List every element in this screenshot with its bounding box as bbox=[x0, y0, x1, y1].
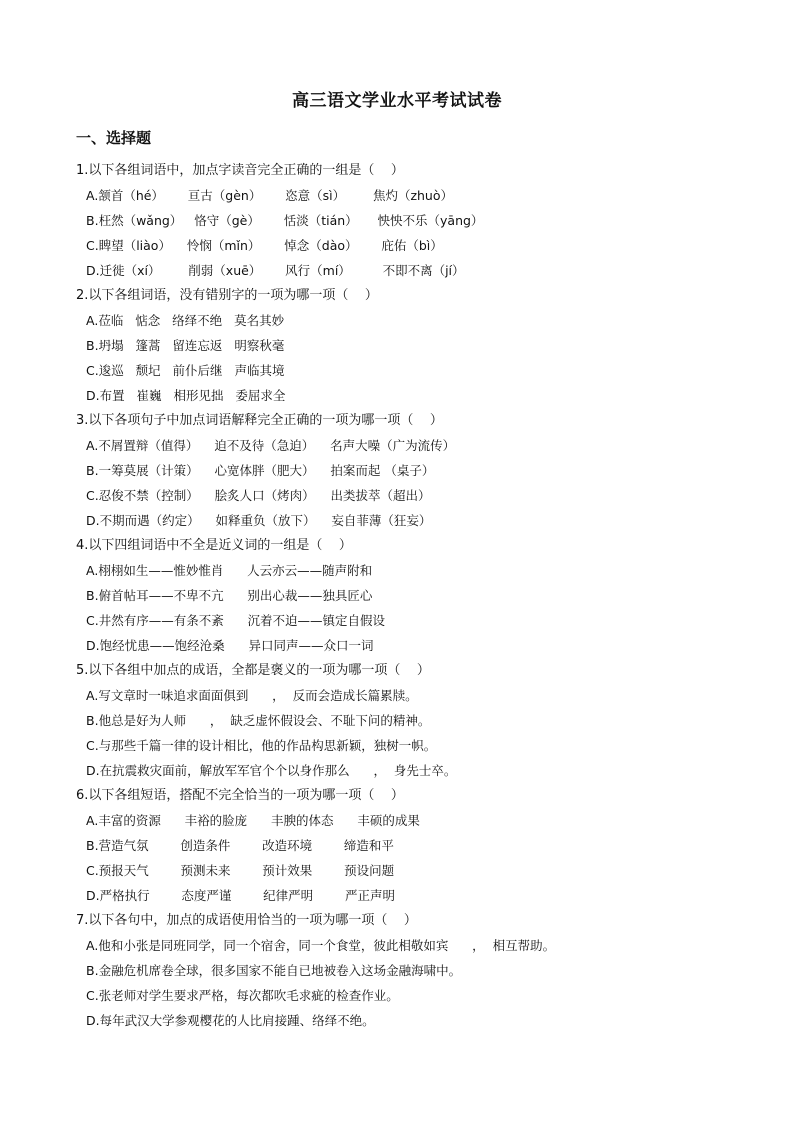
option-d bbox=[76, 508, 736, 533]
option-text: 井然有序——有条不紊 沉着不迫——镇定自假设 bbox=[98, 613, 386, 628]
question-stem: 2.以下各组词语，没有错别字的一项为哪一项（ ） bbox=[76, 288, 378, 303]
option-d bbox=[76, 758, 736, 783]
option-text: 忍俊不禁（控制） 脍炙人口（烤肉） 出类拔萃（超出） bbox=[98, 488, 431, 503]
option-letter: B. bbox=[86, 963, 99, 978]
option-text: 颔首（hé） 亘古（gèn） 恣意（sì） 焦灼（zhuò） bbox=[98, 188, 454, 203]
option-c bbox=[76, 983, 736, 1008]
question-4 bbox=[76, 533, 736, 658]
option-letter: B. bbox=[86, 838, 99, 853]
option-text: 逡巡 颓圮 前仆后继 声临其境 bbox=[98, 363, 285, 378]
option-letter: A. bbox=[86, 688, 99, 703]
option-a bbox=[76, 308, 736, 333]
option-text: 严格执行 态度严谨 纪律严明 严正声明 bbox=[99, 888, 395, 903]
question-5 bbox=[76, 658, 736, 783]
option-letter: A. bbox=[86, 813, 99, 828]
option-text: 与那些千篇一律的设计相比，他的作品构思新颖，独树一帜。 bbox=[98, 738, 437, 753]
option-letter: D. bbox=[86, 513, 100, 528]
option-b bbox=[76, 833, 736, 858]
option-text: 一筹莫展（计策） 心宽体胖（肥大） 拍案而起 （桌子） bbox=[98, 463, 435, 478]
question-list bbox=[76, 158, 736, 1033]
option-letter: B. bbox=[86, 713, 99, 728]
question-stem: 6.以下各组短语，搭配不完全恰当的一项为哪一项（ ） bbox=[76, 788, 404, 803]
option-letter: A. bbox=[86, 438, 99, 453]
option-letter: A. bbox=[86, 188, 99, 203]
option-c bbox=[76, 733, 736, 758]
option-text: 栩栩如生——惟妙惟肖 人云亦云——随声附和 bbox=[98, 563, 373, 578]
option-c bbox=[76, 358, 736, 383]
question-stem: 7.以下各句中，加点的成语使用恰当的一项为哪一项（ ） bbox=[76, 913, 417, 928]
option-letter: D. bbox=[86, 888, 100, 903]
option-a bbox=[76, 683, 736, 708]
question-7 bbox=[76, 908, 736, 1033]
option-text: 丰富的资源 丰裕的脸庞 丰腴的体态 丰硕的成果 bbox=[98, 813, 420, 828]
question-1 bbox=[76, 158, 736, 283]
option-letter: C. bbox=[86, 613, 99, 628]
option-letter: B. bbox=[86, 338, 99, 353]
option-text: 张老师对学生要求严格，每次都吹毛求疵的检查作业。 bbox=[98, 988, 399, 1003]
option-a bbox=[76, 558, 736, 583]
option-letter: A. bbox=[86, 563, 99, 578]
option-text: 不屑置辩（值得） 迫不及待（急迫） 名声大噪（广为流传） bbox=[98, 438, 456, 453]
option-letter: C. bbox=[86, 238, 99, 253]
page-title: 高三语文学业水平考试试卷 bbox=[292, 91, 502, 111]
option-b bbox=[76, 458, 736, 483]
option-letter: C. bbox=[86, 363, 99, 378]
option-letter: C. bbox=[86, 988, 99, 1003]
option-d bbox=[76, 633, 736, 658]
option-text: 迁徙（xí） 削弱（xuē） 风行（mí） 不即不离（jí） bbox=[99, 263, 465, 278]
option-letter: D. bbox=[86, 263, 100, 278]
option-text: 金融危机席卷全球，很多国家不能自已地被卷入这场金融海啸中。 bbox=[98, 963, 462, 978]
option-c bbox=[76, 858, 736, 883]
option-text: 饱经忧患——饱经沧桑 异口同声——众口一词 bbox=[99, 638, 374, 653]
option-letter: B. bbox=[86, 463, 99, 478]
option-text: 莅临 惦念 络绎不绝 莫名其妙 bbox=[98, 313, 285, 328]
option-b bbox=[76, 333, 736, 358]
option-text: 他总是好为人师 ， 缺乏虚怀假设会、不耻下问的精神。 bbox=[98, 713, 431, 728]
option-c bbox=[76, 233, 736, 258]
option-a bbox=[76, 433, 736, 458]
option-d bbox=[76, 883, 736, 908]
option-b bbox=[76, 958, 736, 983]
option-text: 写文章时一味追求面面俱到 ， 反而会造成长篇累牍。 bbox=[98, 688, 418, 703]
option-d bbox=[76, 383, 736, 408]
question-stem: 3.以下各项句子中加点词语解释完全正确的一项为哪一项（ ） bbox=[76, 413, 443, 428]
section-heading: 一、选择题 bbox=[76, 129, 152, 147]
option-text: 坍塌 篷蒿 留连忘返 明察秋毫 bbox=[98, 338, 285, 353]
option-text: 每年武汉大学参观樱花的人比肩接踵、络绎不绝。 bbox=[99, 1013, 375, 1028]
question-2 bbox=[76, 283, 736, 408]
option-text: 在抗震救灾面前，解放军军官个个以身作那么 ， 身先士卒。 bbox=[99, 763, 457, 778]
option-letter: D. bbox=[86, 1013, 100, 1028]
question-6 bbox=[76, 783, 736, 908]
option-letter: C. bbox=[86, 863, 99, 878]
option-c bbox=[76, 608, 736, 633]
option-text: 营造气氛 创造条件 改造环境 缔造和平 bbox=[98, 838, 394, 853]
option-b bbox=[76, 583, 736, 608]
option-c bbox=[76, 483, 736, 508]
option-d bbox=[76, 1008, 736, 1033]
option-letter: B. bbox=[86, 588, 99, 603]
option-letter: D. bbox=[86, 763, 100, 778]
option-text: 睥望（liào） 怜悯（mǐn） 悼念（dào） 庇佑（bì） bbox=[98, 238, 443, 253]
option-letter: A. bbox=[86, 938, 99, 953]
option-a bbox=[76, 933, 736, 958]
option-text: 俯首帖耳——不卑不亢 别出心裁——独具匠心 bbox=[98, 588, 373, 603]
option-text: 布置 崔巍 相形见拙 委屈求全 bbox=[99, 388, 286, 403]
option-a bbox=[76, 183, 736, 208]
option-letter: B. bbox=[86, 213, 99, 228]
question-3 bbox=[76, 408, 736, 533]
option-letter: D. bbox=[86, 638, 100, 653]
question-stem: 4.以下四组词语中不全是近义词的一组是（ ） bbox=[76, 538, 352, 553]
option-d bbox=[76, 258, 736, 283]
option-a bbox=[76, 808, 736, 833]
option-b bbox=[76, 708, 736, 733]
question-stem: 5.以下各组中加点的成语，全都是褒义的一项为哪一项（ ） bbox=[76, 663, 430, 678]
option-text: 他和小张是同班同学，同一个宿舍，同一个食堂，彼此相敬如宾 ， 相互帮助。 bbox=[98, 938, 556, 953]
option-b bbox=[76, 208, 736, 233]
option-letter: D. bbox=[86, 388, 100, 403]
option-letter: A. bbox=[86, 313, 99, 328]
option-letter: C. bbox=[86, 488, 99, 503]
option-letter: C. bbox=[86, 738, 99, 753]
option-text: 枉然（wǎng） 恪守（gè） 恬淡（tián） 怏怏不乐（yāng） bbox=[98, 213, 484, 228]
option-text: 预报天气 预测未来 预计效果 预设问题 bbox=[98, 863, 395, 878]
question-stem: 1.以下各组词语中，加点字读音完全正确的一组是（ ） bbox=[76, 163, 404, 178]
option-text: 不期而遇（约定） 如释重负（放下） 妄自菲薄（狂妄） bbox=[99, 513, 432, 528]
